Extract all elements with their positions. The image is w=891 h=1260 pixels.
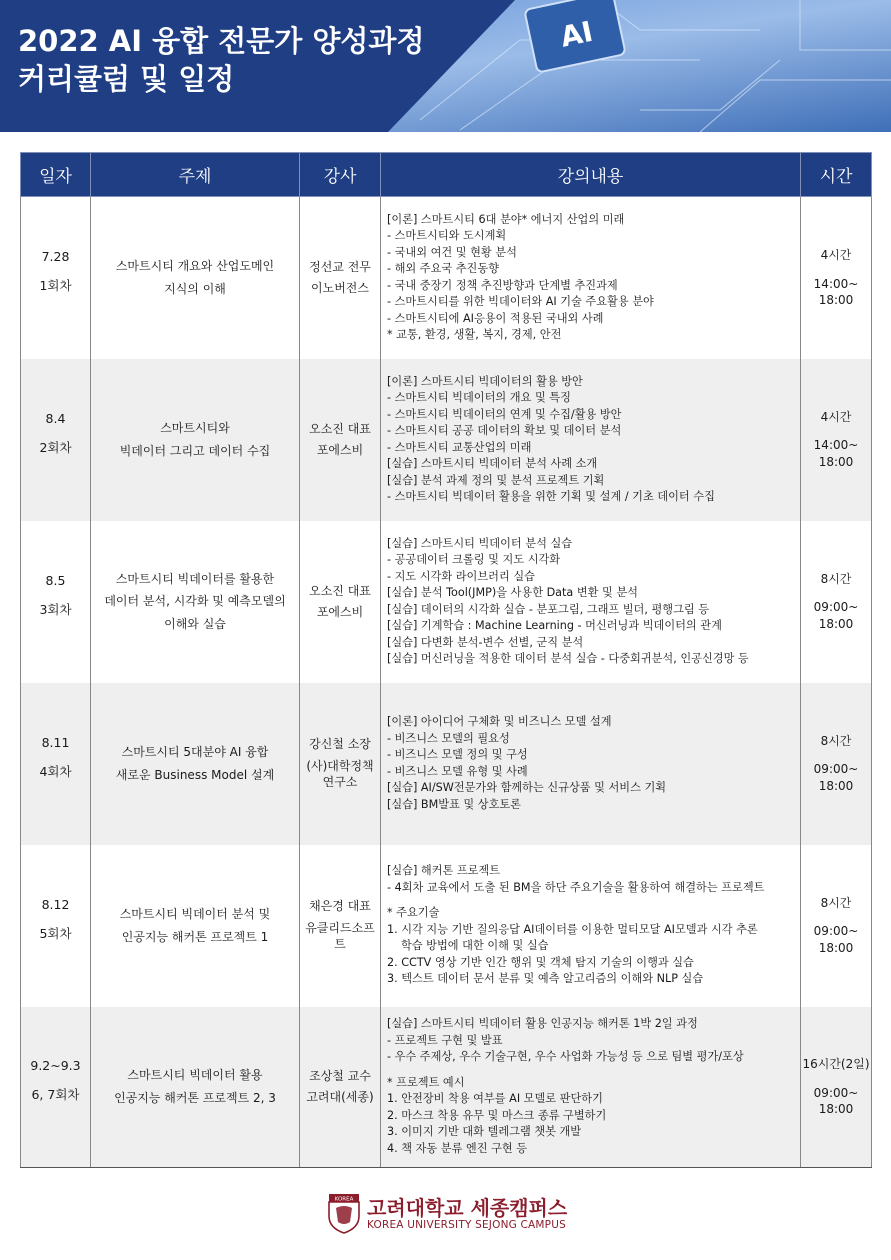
content-line: * 프로젝트 예시 [387, 1075, 465, 1089]
lecturer-organization: 이노버전스 [311, 281, 369, 296]
content-line: [실습] 스마트시티 빅데이터 활용 인공지능 해커톤 1박 2일 과정 [387, 1017, 698, 1031]
content-line: - 비즈니스 모델의 필요성 [387, 731, 510, 745]
topic-cell [91, 683, 300, 845]
topic-line: 스마트시티와 [160, 421, 230, 435]
topic-line: 스마트시티 개요와 산업도메인 [115, 259, 275, 274]
content-line: - 스마트시티 빅데이터의 개요 및 특징 [387, 391, 571, 404]
content-line: - 국내 중장기 정책 추진방향과 단계별 추진과제 [387, 278, 618, 292]
content-cell [381, 845, 801, 1007]
content-line: 3. 텍스트 데이터 문서 분류 및 예측 알고리즘의 이해와 NLP 실습 [387, 972, 704, 986]
content-line: [이론] 스마트시티 빅데이터의 활용 방안 [387, 374, 583, 388]
content-line: - 우수 주제상, 우수 기술구현, 우수 사업화 가능성 등 으로 팀별 평가/포상 [387, 1050, 744, 1064]
time-range: 09:00~ 18:00 [813, 762, 859, 793]
content-spacer [387, 896, 794, 905]
content-cell [381, 197, 801, 359]
topic-cell [91, 197, 300, 359]
time-range: 14:00~ 18:00 [813, 276, 859, 307]
lecturer-name: 오소진 대표 [309, 583, 371, 598]
university-emblem-icon [327, 1192, 361, 1234]
content-line: [실습] 해커톤 프로젝트 [387, 864, 501, 878]
topic-line: 지식의 이해 [164, 281, 226, 296]
column-header-time: 시간 [801, 153, 872, 197]
time-cell [801, 683, 872, 845]
session-number: 5회차 [39, 925, 72, 941]
duration: 16시간(2일) [802, 1057, 870, 1071]
content-cell [381, 521, 801, 683]
svg-text:AI: AI [557, 14, 596, 54]
content-line: [이론] 스마트시티 6대 분야* 에너지 산업의 미래 [387, 212, 625, 226]
time-range: 09:00~ 18:00 [813, 600, 859, 631]
content-spacer [387, 1066, 794, 1075]
topic-cell [91, 359, 300, 521]
date-cell [21, 683, 91, 845]
lecturer-organization: 포에스비 [316, 443, 364, 457]
time-range: 09:00~ 18:00 [813, 1085, 859, 1116]
content-cell [381, 359, 801, 521]
topic-line: 인공지능 해커톤 프로젝트 1 [121, 929, 269, 944]
topic-line: 스마트시티 빅데이터를 활용한 [115, 571, 275, 586]
content-line: - 지도 시각화 라이브러리 실습 [387, 569, 535, 583]
duration: 8시간 [820, 571, 852, 586]
date-cell [21, 1007, 91, 1168]
table-row [21, 359, 872, 521]
university-name-english: KOREA UNIVERSITY SEJONG CAMPUS [367, 1219, 566, 1231]
lecturer-name: 강신철 소장 [309, 737, 371, 752]
lecturer-name: 채은경 대표 [309, 899, 371, 914]
lecturer-organization: 유클리드소프트 [305, 920, 375, 952]
topic-line: 인공지능 해커톤 프로젝트 2, 3 [114, 1090, 276, 1105]
content-line: [실습] 머신러닝을 적용한 데이터 분석 실습 - 다중회귀분석, 인공신경망 등 [387, 652, 749, 665]
university-name-korean: 고려대학교 세종캠퍼스 [367, 1196, 568, 1220]
lecturer-name: 정선교 전무 [309, 259, 371, 274]
content-line: [실습] 분석 Tool(JMP)을 사용한 Data 변환 및 분석 [387, 586, 638, 599]
session-date: 7.28 [41, 249, 70, 265]
topic-line: 새로운 Business Model 설계 [115, 767, 275, 782]
duration: 4시간 [820, 409, 852, 424]
time-cell [801, 521, 872, 683]
content-line: [실습] 스마트시티 빅데이터 분석 사례 소개 [387, 457, 598, 470]
content-line: * 주요기술 [387, 906, 440, 920]
content-line: [실습] AI/SW전문가와 함께하는 신규상품 및 서비스 기획 [387, 781, 667, 794]
session-date: 9.2~9.3 [30, 1058, 81, 1074]
content-line: [실습] BM발표 및 상호토론 [387, 797, 521, 811]
column-header-lecturer: 강사 [300, 153, 381, 197]
svg-text:KOREA: KOREA [334, 1196, 354, 1203]
column-header-topic: 주제 [91, 153, 300, 197]
footer-logo [0, 1186, 891, 1246]
time-cell [801, 197, 872, 359]
date-cell [21, 845, 91, 1007]
page-header [0, 0, 891, 132]
time-cell [801, 845, 872, 1007]
session-date: 8.12 [41, 897, 70, 912]
content-line: [실습] 스마트시티 빅데이터 분석 실습 [387, 536, 573, 550]
session-number: 3회차 [39, 601, 72, 617]
date-cell [21, 359, 91, 521]
session-number: 4회차 [39, 763, 72, 779]
time-cell [801, 1007, 872, 1168]
content-line: 1. 안전장비 착용 여부를 AI 모델로 판단하기 [387, 1092, 603, 1106]
lecturer-cell [300, 197, 381, 359]
date-cell [21, 521, 91, 683]
topic-line: 스마트시티 빅데이터 분석 및 [119, 907, 271, 921]
time-cell [801, 359, 872, 521]
session-number: 6, 7회차 [31, 1086, 80, 1102]
topic-line: 데이터 분석, 시각화 및 예측모델의 [104, 594, 286, 609]
topic-line: 스마트시티 빅데이터 활용 [127, 1068, 263, 1083]
content-line: 2. 마스크 착용 유무 및 마스크 종류 구별하기 [387, 1108, 607, 1122]
lecturer-cell [300, 683, 381, 845]
table-row [21, 683, 872, 845]
content-line: - 4회차 교육에서 도출 된 BM을 하단 주요기술을 활용하여 해결하는 프로젝트 [387, 880, 765, 894]
content-line: 1. 시각 지능 기반 질의응답 AI데이터를 이용한 멀티모달 AI모델과 시각 추론 [387, 922, 758, 936]
content-line: 3. 이미지 기반 대화 텔레그램 챗봇 개발 [387, 1125, 582, 1139]
session-number: 2회차 [39, 439, 72, 455]
title-line-1: 2022 AI 융합 전문가 양성과정 [18, 24, 425, 58]
topic-line: 스마트시티 5대분야 AI 융합 [121, 745, 269, 759]
content-line: - 스마트시티 빅데이터 활용을 위한 기획 및 설계 / 기초 데이터 수집 [387, 490, 715, 503]
content-line: - 스마트시티와 도시계획 [387, 229, 507, 243]
content-line: - 스마트시티 교통산업의 미래 [387, 440, 532, 454]
session-date: 8.11 [41, 735, 70, 750]
lecturer-cell [300, 1007, 381, 1168]
time-range: 14:00~ 18:00 [813, 438, 859, 469]
table-row [21, 197, 872, 359]
content-line: - 비즈니스 모델 유형 및 사례 [387, 764, 528, 778]
content-cell [381, 683, 801, 845]
content-cell [381, 1007, 801, 1168]
duration: 8시간 [820, 895, 852, 910]
content-line: - 스마트시티 공공 데이터의 확보 및 데이터 분석 [387, 424, 622, 437]
content-line: [이론] 아이디어 구체화 및 비즈니스 모델 설계 [387, 715, 612, 728]
lecturer-name: 조상철 교수 [309, 1068, 371, 1083]
topic-cell [91, 1007, 300, 1168]
lecturer-cell [300, 845, 381, 1007]
topic-cell [91, 521, 300, 683]
content-line: - 스마트시티를 위한 빅데이터와 AI 기술 주요활용 분야 [387, 295, 654, 309]
table-row [21, 845, 872, 1007]
time-range: 09:00~ 18:00 [813, 924, 859, 955]
curriculum-table [20, 152, 872, 1168]
content-line: - 해외 주요국 추진동향 [387, 262, 499, 276]
content-line: - 국내외 여건 및 현황 분석 [387, 245, 517, 259]
content-line: [실습] 분석 과제 정의 및 분석 프로젝트 기획 [387, 473, 605, 487]
content-line: - 비즈니스 모델 정의 및 구성 [387, 748, 528, 761]
content-line: [실습] 기계학습 : Machine Learning - 머신러닝과 빅데이터의 관계 [387, 619, 722, 632]
content-line: 학습 방법에 대한 이해 및 실습 [401, 939, 549, 953]
table-row [21, 521, 872, 683]
table-row [21, 1007, 872, 1168]
content-line: [실습] 데이터의 시각화 실습 - 분포그림, 그래프 빌더, 평행그림 등 [387, 602, 710, 616]
date-cell [21, 197, 91, 359]
column-header-date: 일자 [21, 153, 91, 197]
lecturer-organization: 고려대(세종) [306, 1090, 374, 1105]
duration: 4시간 [820, 248, 852, 262]
content-line: - 스마트시티에 AI응용이 적용된 국내외 사례 [387, 311, 604, 325]
content-line: 4. 책 자동 분류 엔진 구현 등 [387, 1141, 528, 1155]
page-title [18, 22, 424, 98]
session-date: 8.5 [45, 573, 66, 588]
content-line: [실습] 다변화 분석-변수 선별, 군직 분석 [387, 635, 584, 649]
topic-line: 이해와 실습 [164, 616, 226, 631]
duration: 8시간 [820, 733, 852, 748]
content-line: 2. CCTV 영상 기반 인간 행위 및 객체 탐지 기술의 이행과 실습 [387, 955, 694, 969]
column-header-content: 강의내용 [381, 153, 801, 197]
content-line: * 교통, 환경, 생활, 복지, 경제, 안전 [387, 328, 562, 342]
content-line: - 공공데이터 크롤링 및 지도 시각화 [387, 553, 561, 566]
table-header-row [21, 153, 872, 197]
lecturer-name: 오소진 대표 [309, 421, 371, 436]
lecturer-cell [300, 521, 381, 683]
lecturer-cell [300, 359, 381, 521]
content-line: - 스마트시티 빅데이터의 연계 및 수집/활용 방안 [387, 407, 622, 421]
content-line: - 프로젝트 구현 및 발표 [387, 1033, 503, 1047]
title-line-2: 커리큘럼 및 일정 [18, 62, 235, 96]
topic-cell [91, 845, 300, 1007]
lecturer-organization: (사)대학정책 연구소 [306, 758, 374, 790]
lecturer-organization: 포에스비 [316, 605, 364, 619]
topic-line: 빅데이터 그리고 데이터 수집 [119, 443, 271, 458]
session-date: 8.4 [45, 411, 66, 426]
session-number: 1회차 [39, 277, 72, 293]
